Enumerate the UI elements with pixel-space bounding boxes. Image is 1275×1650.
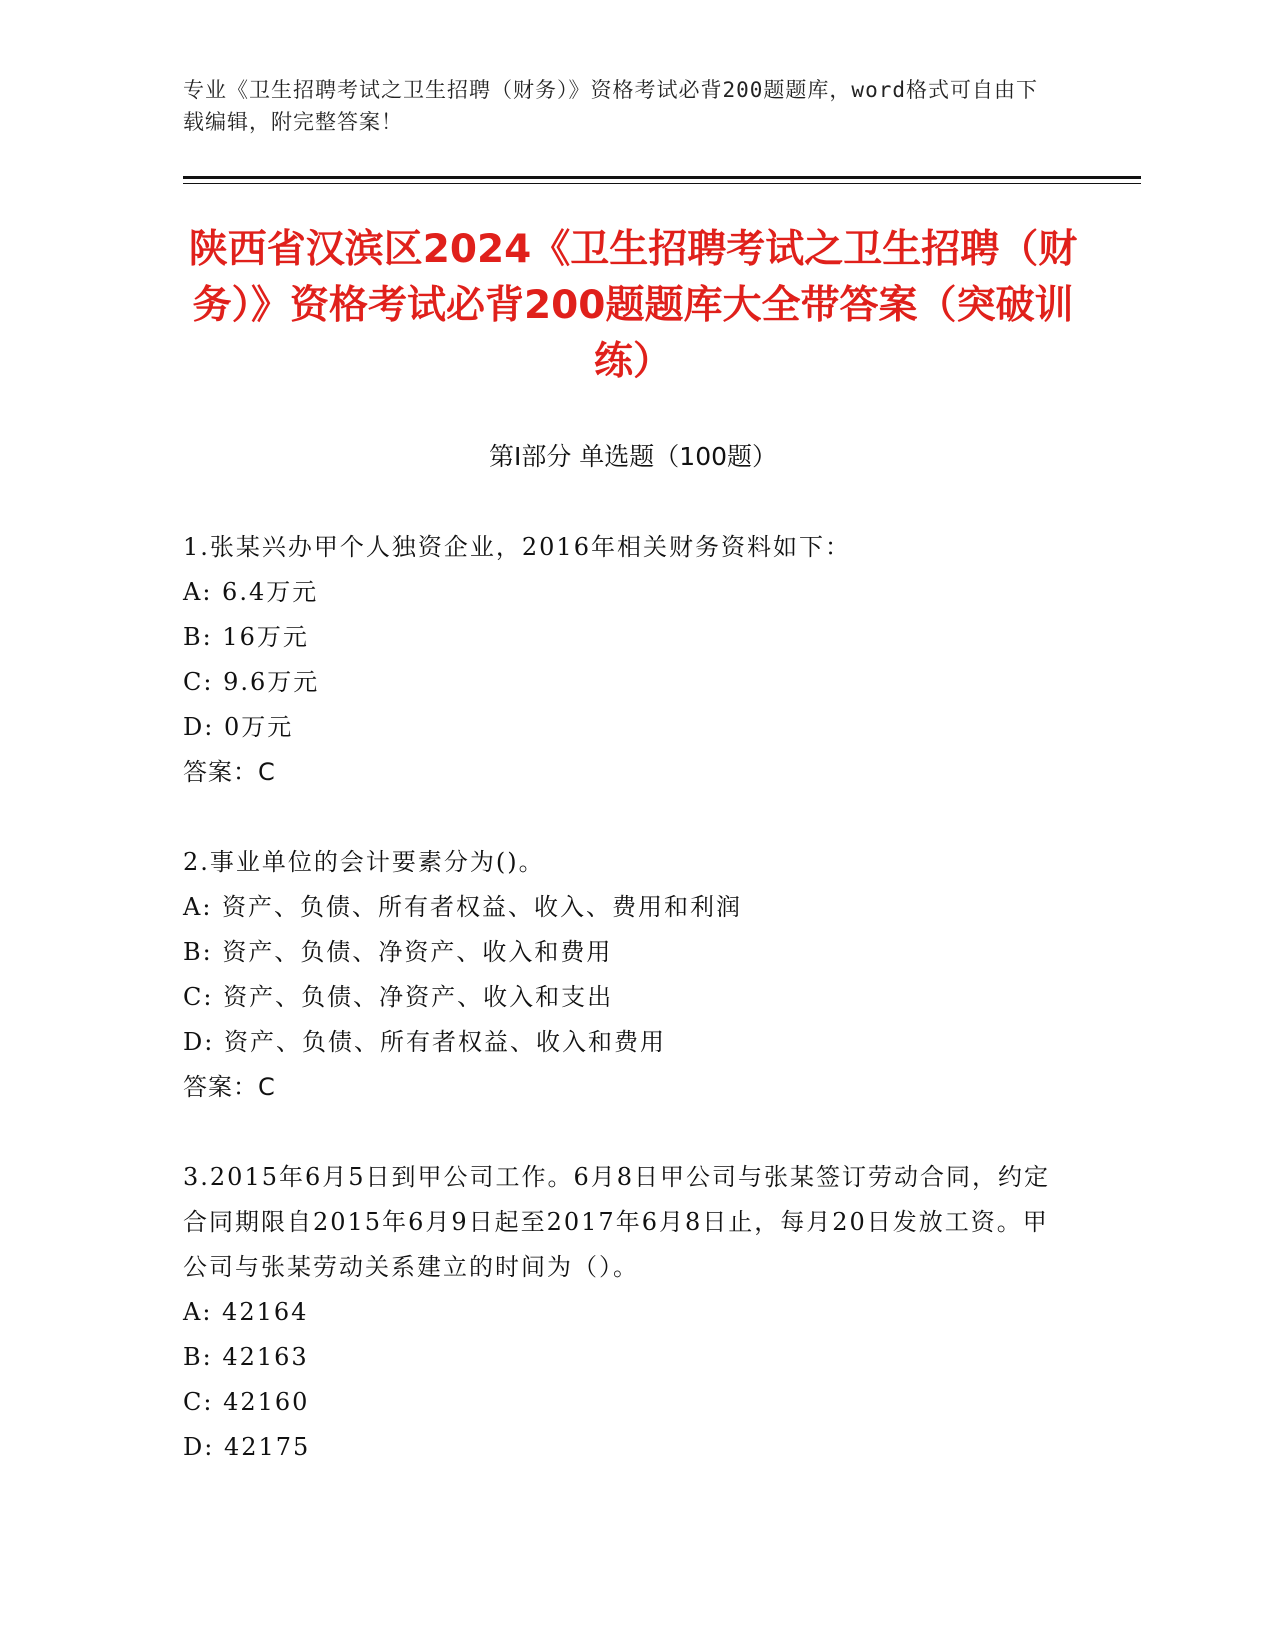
question-stem: 3.2015年6月5日到甲公司工作。6月8日甲公司与张某签订劳动合同，约定合同期限自2015年6月9日起至2017年6月8日止，每月20日发放工资。甲公司与张某劳动关系建立的时间为（）。 [183,1163,1051,1281]
option-c: C: 9.6万元 [183,668,320,696]
option-d: D: 资产、负债、所有者权益、收入和费用 [183,1028,666,1056]
question-stem: 1.张某兴办甲个人独资企业，2016年相关财务资料如下： [183,533,851,561]
option-a: A: 42164 [183,1298,309,1326]
question-2 [183,840,1063,1110]
answer: 答案：C [183,758,276,786]
option-a: A: 6.4万元 [183,578,319,606]
question-1 [183,525,1063,795]
option-d: D: 0万元 [183,713,294,741]
document-title: 陕西省汉滨区2024《卫生招聘考试之卫生招聘（财务）》资格考试必背200题题库大全带答案（突破训练） [188,227,1078,384]
option-a: A: 资产、负债、所有者权益、收入、费用和利润 [183,893,743,921]
section-title: 第I部分 单选题（100题） [488,442,778,471]
option-b: B: 16万元 [183,623,309,651]
option-c: C: 42160 [183,1388,310,1416]
option-c: C: 资产、负债、净资产、收入和支出 [183,983,614,1011]
question-3 [183,1155,1063,1470]
question-stem: 2.事业单位的会计要素分为()。 [183,848,545,876]
header-rule-thin [183,183,1141,184]
option-b: B: 42163 [183,1343,309,1371]
option-b: B: 资产、负债、净资产、收入和费用 [183,938,613,966]
header-note: 专业《卫生招聘考试之卫生招聘（财务）》资格考试必背200题题库，word格式可自由下载编辑，附完整答案！ [183,78,1038,134]
option-d: D: 42175 [183,1433,311,1461]
answer: 答案：C [183,1073,276,1101]
header-rule-thick [183,176,1141,179]
